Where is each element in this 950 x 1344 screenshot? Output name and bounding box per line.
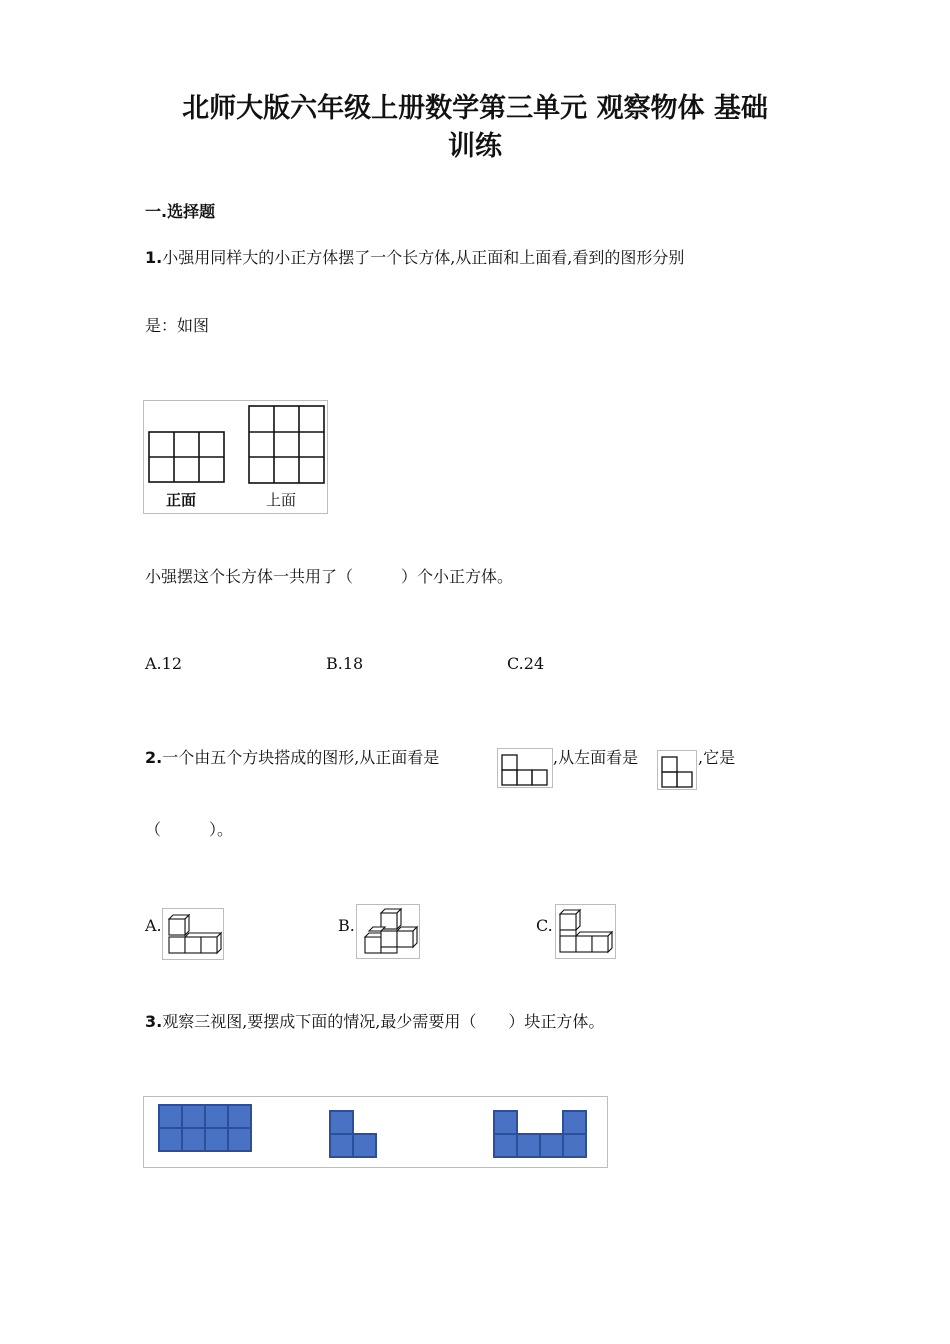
q2-left-view-diagram xyxy=(658,751,696,789)
q3-figure xyxy=(143,1096,608,1168)
q1-top-view xyxy=(249,406,324,483)
blue-square xyxy=(540,1134,563,1157)
blue-square xyxy=(228,1105,251,1128)
q1-option-b[interactable]: B.18 xyxy=(326,654,364,673)
blue-square xyxy=(330,1111,353,1134)
q3-text: 观察三视图,要摆成下面的情况,最少需要用（ ）块正方体。 xyxy=(162,1012,605,1031)
blue-square xyxy=(182,1128,205,1151)
q2-option-a-cubes xyxy=(163,909,223,959)
q2-option-a[interactable]: A. xyxy=(145,916,162,935)
q1-label-top: 上面 xyxy=(266,491,297,509)
q2-front-view-diagram xyxy=(498,749,552,787)
q2-text-c: ,它是 xyxy=(698,748,736,767)
q2-option-c[interactable]: C. xyxy=(536,916,553,935)
q3-number: 3. xyxy=(145,1012,163,1031)
blue-square xyxy=(182,1105,205,1128)
blue-square xyxy=(353,1134,376,1157)
q3-three-views-diagram xyxy=(144,1097,607,1167)
blue-square xyxy=(228,1128,251,1151)
q2-text-a: 一个由五个方块搭成的图形,从正面看是 xyxy=(162,748,440,767)
blue-square xyxy=(205,1128,228,1151)
q2-option-a-figure[interactable] xyxy=(162,908,224,960)
q2-option-b-cubes xyxy=(357,905,419,958)
blue-square xyxy=(159,1128,182,1151)
q1-number: 1. xyxy=(145,248,163,267)
q1-text-line2: 是：如图 xyxy=(145,316,210,335)
blue-square xyxy=(517,1134,540,1157)
q2-option-c-figure[interactable] xyxy=(555,904,616,959)
q1-option-c[interactable]: C.24 xyxy=(507,654,545,673)
q3-top-view xyxy=(494,1111,586,1157)
blue-square xyxy=(563,1134,586,1157)
blue-square xyxy=(205,1105,228,1128)
q2-left-view-figure xyxy=(657,750,697,790)
q2-option-c-cubes xyxy=(556,905,615,958)
blue-square xyxy=(159,1105,182,1128)
blue-square xyxy=(330,1134,353,1157)
page-title: 北师大版六年级上册数学第三单元 观察物体 基础 xyxy=(182,93,768,124)
q3-text-line xyxy=(145,1009,604,1032)
q2-number: 2. xyxy=(145,748,163,767)
blue-square xyxy=(494,1111,517,1134)
q2-option-b-figure[interactable] xyxy=(356,904,420,959)
q2-front-view-figure xyxy=(497,748,553,788)
q2-option-b[interactable]: B. xyxy=(338,916,355,935)
blue-square xyxy=(494,1134,517,1157)
section-heading: 一.选择题 xyxy=(145,202,216,221)
q1-option-a[interactable]: A.12 xyxy=(145,654,182,673)
page-title-line2: 训练 xyxy=(448,131,502,162)
q3-left-view xyxy=(330,1111,376,1157)
q1-label-front: 正面 xyxy=(166,491,197,509)
q3-front-view xyxy=(159,1105,251,1151)
q1-question: 小强摆这个长方体一共用了（ ）个小正方体。 xyxy=(145,567,514,586)
q1-text: 小强用同样大的小正方体摆了一个长方体,从正面和上面看,看到的图形分别 xyxy=(162,248,685,267)
q1-figure xyxy=(143,400,328,514)
q2-text-line2: （ ）。 xyxy=(145,820,234,839)
q1-text-line1 xyxy=(145,245,684,268)
q2-number-text-a xyxy=(145,745,439,768)
q2-text-b: ,从左面看是 xyxy=(553,748,639,767)
blue-square xyxy=(563,1111,586,1134)
